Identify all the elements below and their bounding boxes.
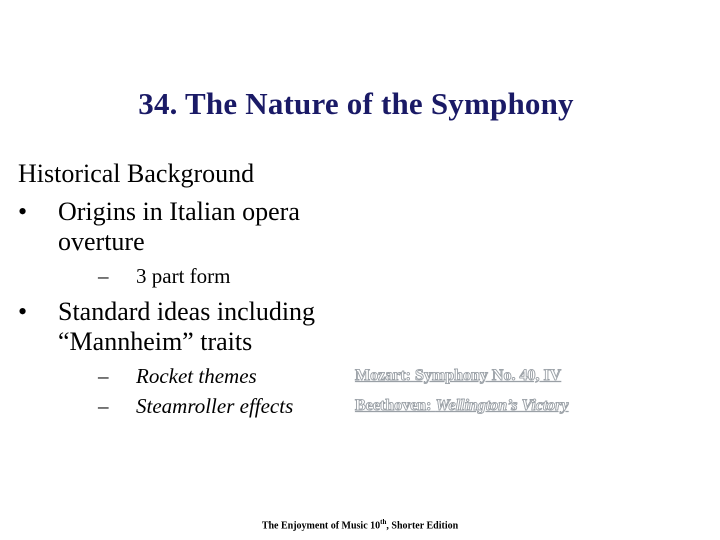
bullet-text-line-2: “Mannheim” traits <box>58 327 253 356</box>
dash-marker: – <box>98 364 109 388</box>
link-italic-title: Wellington’s Victory <box>435 397 569 414</box>
bullet-text-line-1: Origins in Italian opera <box>58 197 300 226</box>
bullet-text-line-2: overture <box>58 227 145 256</box>
footer-rest: , Shorter Edition <box>386 520 459 532</box>
dash-marker: – <box>98 264 109 288</box>
section-heading: Historical Background <box>18 159 255 188</box>
bullet-marker: • <box>18 297 28 326</box>
link-prefix: Beethoven: <box>355 397 436 414</box>
beethoven-wellington-link[interactable] <box>355 397 569 415</box>
subitem-text: 3 part form <box>136 264 231 288</box>
dash-marker: – <box>98 394 109 418</box>
subitem-text: Steamroller effects <box>136 394 294 418</box>
bullet-text-line-1: Standard ideas including <box>58 297 316 326</box>
footer-superscript: th <box>380 518 387 526</box>
subitem-text: Rocket themes <box>136 364 257 388</box>
bullet-marker: • <box>18 197 28 226</box>
mozart-symphony-link[interactable]: Mozart: Symphony No. 40, IV <box>355 367 562 384</box>
footer-main: The Enjoyment of Music 10 <box>261 520 381 532</box>
slide-title: 34. The Nature of the Symphony <box>138 86 574 121</box>
footer-caption <box>0 518 720 531</box>
